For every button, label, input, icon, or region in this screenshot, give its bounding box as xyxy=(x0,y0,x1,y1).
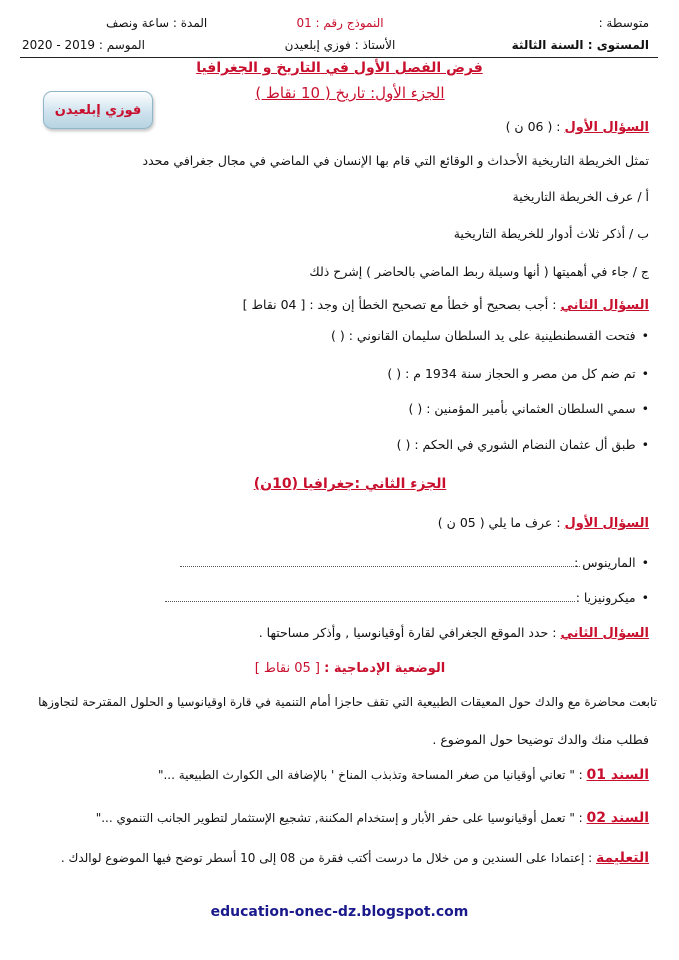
answer-line xyxy=(180,566,580,567)
situation-title: الوضعية الإدماجية : xyxy=(324,661,446,676)
document-1-text: : " تعاني أوقيانيا من صغر المساحة وتذبذب المناخ ' بالإضافة الى الكوارث الطبيعية ..." xyxy=(157,768,583,782)
p1-q2-label: السؤال الثاني xyxy=(560,298,649,313)
p1-q2-item: • سمي السلطان العثماني بأمير المؤمنين : ( ) xyxy=(409,401,649,416)
situation-text-2: فطلب منك والدك توضيحا حول الموضوع . xyxy=(432,732,649,747)
instruction-label: التعليمة xyxy=(596,850,649,866)
p1-q1-intro: تمثل الخريطة التاريخية الأحداث و الوقائع التي قام بها الإنسان في الماضي في مجال جغرافي محدد xyxy=(142,153,649,168)
situation-points: [ 05 نقاط ] xyxy=(254,661,320,676)
p1-q1-c: ج / جاء في أهميتها ( أنها وسيلة ربط الماضي بالحاضر ) إشرح ذلك xyxy=(309,264,649,279)
p2-q2-heading xyxy=(259,625,649,641)
document-2-text: : " تعمل أوقيانوسيا على حفر الأبار و إستخدام المكننة, تشجيع الإستثمار لتطوير الجانب التنموي ..." xyxy=(95,811,583,825)
duration-label: المدة : ساعة ونصف xyxy=(106,16,208,30)
instruction-text: : إعتمادا على السندين و من خلال ما درست أكتب فقرة من 08 إلى 10 أسطر توضح فيها الموضوع لوالدك . xyxy=(60,851,593,865)
model-number: النموذج رقم : 01 xyxy=(296,16,384,30)
teacher-name: الأستاذ : فوزي إبلعيدن xyxy=(284,38,396,52)
p2-q1-label: السؤال الأول xyxy=(564,516,649,531)
p2-q1-item-micronesia: • ميكرونيزيا : xyxy=(576,590,649,605)
footer-url: education-onec-dz.blogspot.com xyxy=(210,904,469,920)
exam-title: فرض الفصل الأول في التاريخ و الجغرافيا xyxy=(196,60,483,76)
p1-q1-points: : ( 06 ن ) xyxy=(505,119,561,134)
p1-q1-a: أ / عرف الخريطة التاريخية xyxy=(512,189,649,204)
document-1-label: السند 01 xyxy=(586,767,649,783)
p1-q1-label: السؤال الأول xyxy=(564,120,649,135)
school-label: متوسطة : xyxy=(598,16,649,30)
p2-q1-item-marinos: • المارينوس : xyxy=(574,555,649,570)
season-label: الموسم : 2019 - 2020 xyxy=(22,38,145,52)
part2-title-text: الجزء الثاني :جغرافيا (10ن) xyxy=(253,476,447,492)
part1-title-text: الجزء الأول: تاريخ ( 10 نقاط ) xyxy=(255,84,445,102)
document-1 xyxy=(158,767,649,783)
p1-q2-heading xyxy=(243,297,649,313)
p1-q2-item: • طبق أل عثمان النضام الشوري في الحكم : ( ) xyxy=(397,437,649,452)
situation-heading xyxy=(150,661,550,676)
part2-title xyxy=(200,476,500,492)
p1-q2-item: • تم ضم كل من مصر و الحجاز سنة 1934 م : ( ) xyxy=(387,366,649,381)
situation-text-1: تابعت محاضرة مع والدك حول المعيقات الطبيعية التي تقف حاجزا أمام التنمية في قارة اوقيانوسيا و الحلول المقترحة لتجاوزها xyxy=(38,695,657,709)
p2-q2-label: السؤال الثاني xyxy=(560,626,649,641)
p1-q2-text: : أجب بصحيح أو خطأ مع تصحيح الخطأ إن وجد : [ 04 نقاط ] xyxy=(242,297,557,312)
instruction xyxy=(61,850,649,866)
p1-q2-item: • فتحت القسطنطينية على يد السلطان سليمان القانوني : ( ) xyxy=(331,328,649,343)
document-2 xyxy=(96,810,649,826)
p2-q2-text: : حدد الموقع الجغرافي لقارة أوقيانوسيا , وأذكر مساحتها . xyxy=(258,625,557,640)
author-badge: فوزي إبلعيدن xyxy=(43,91,153,129)
p2-q1-heading xyxy=(438,515,649,531)
p1-q1-heading xyxy=(506,119,649,135)
p1-q1-b: ب / أذكر ثلاث أدوار للخريطة التاريخية xyxy=(453,226,649,241)
part1-title xyxy=(200,84,500,102)
answer-line xyxy=(165,601,575,602)
header-divider xyxy=(20,57,658,58)
document-2-label: السند 02 xyxy=(586,810,649,826)
p2-q1-text: : عرف ما يلي ( 05 ن ) xyxy=(437,515,561,530)
grade-label: المستوى : السنة الثالثة xyxy=(511,38,649,52)
